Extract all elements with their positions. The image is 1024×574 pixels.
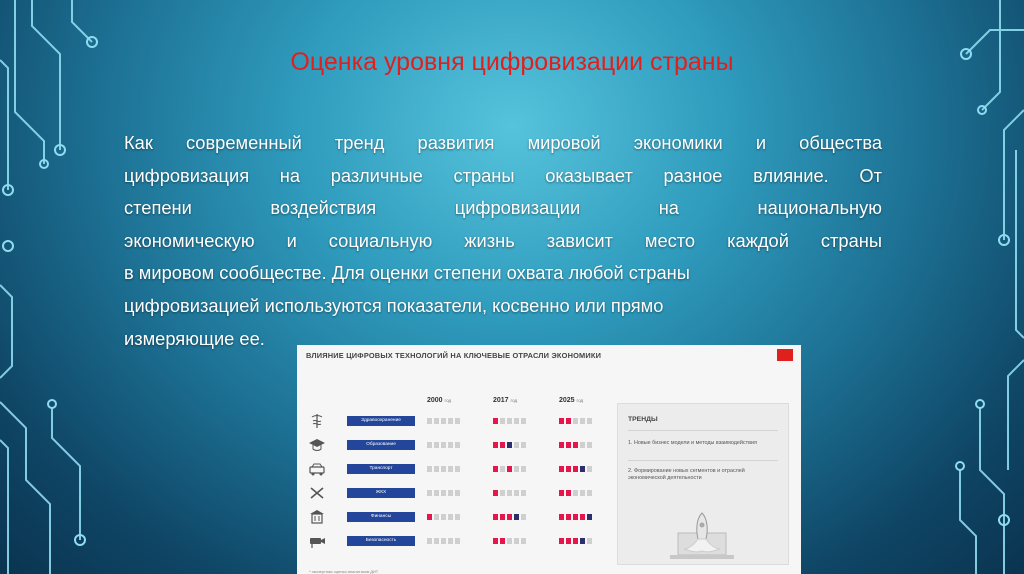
level-segment bbox=[507, 418, 512, 424]
level-segment bbox=[559, 538, 564, 544]
level-segment bbox=[427, 490, 432, 496]
level-segment bbox=[587, 538, 592, 544]
level-segment bbox=[587, 418, 592, 424]
level-segment bbox=[500, 442, 505, 448]
level-segment bbox=[455, 418, 460, 424]
level-segment bbox=[434, 418, 439, 424]
level-segment bbox=[441, 442, 446, 448]
level-segment bbox=[507, 490, 512, 496]
level-segment bbox=[434, 538, 439, 544]
level-segment bbox=[493, 514, 498, 520]
sector-row bbox=[297, 485, 627, 501]
level-segment bbox=[434, 514, 439, 520]
level-segment bbox=[441, 466, 446, 472]
level-segment bbox=[521, 418, 526, 424]
paragraph-line: измеряющие ее. bbox=[124, 327, 265, 349]
level-segment bbox=[580, 466, 585, 472]
level-segment bbox=[448, 538, 453, 544]
slide-title: Оценка уровня цифровизации страны bbox=[290, 48, 734, 76]
level-segment bbox=[566, 442, 571, 448]
paragraph-line: в мировом сообществе. Для оценки степени охвата любой страны bbox=[124, 262, 690, 284]
paragraph-line: цифровизацией используются показатели, косвенно или прямо bbox=[124, 294, 664, 316]
sector-row bbox=[297, 461, 627, 477]
sector-label: Образование bbox=[347, 440, 415, 450]
level-segment bbox=[427, 514, 432, 520]
trends-panel bbox=[617, 403, 789, 565]
level-segment bbox=[566, 418, 571, 424]
sector-row bbox=[297, 533, 627, 549]
level-segment bbox=[514, 490, 519, 496]
level-segment bbox=[455, 442, 460, 448]
level-segment bbox=[455, 514, 460, 520]
level-segment bbox=[566, 538, 571, 544]
level-segment bbox=[500, 466, 505, 472]
level-segment bbox=[559, 466, 564, 472]
level-segment bbox=[559, 418, 564, 424]
level-segment bbox=[587, 442, 592, 448]
level-segment bbox=[441, 418, 446, 424]
level-segment bbox=[455, 538, 460, 544]
embedded-infographic bbox=[297, 345, 801, 574]
level-segment bbox=[448, 514, 453, 520]
level-segment bbox=[566, 490, 571, 496]
level-segment bbox=[493, 466, 498, 472]
level-segment bbox=[493, 442, 498, 448]
level-segment bbox=[587, 490, 592, 496]
level-segment bbox=[514, 442, 519, 448]
level-segment bbox=[500, 538, 505, 544]
level-segment bbox=[580, 418, 585, 424]
year-header-2000: 2000 год bbox=[427, 397, 452, 404]
level-segment bbox=[514, 418, 519, 424]
level-segment bbox=[507, 538, 512, 544]
level-segment bbox=[455, 490, 460, 496]
sector-label: Транспорт bbox=[347, 464, 415, 474]
sector-label: Безопасность bbox=[347, 536, 415, 546]
bank-icon bbox=[307, 509, 327, 525]
divider bbox=[628, 460, 778, 461]
level-segment bbox=[521, 466, 526, 472]
camera-icon bbox=[307, 533, 327, 549]
level-segment bbox=[507, 442, 512, 448]
tools-icon bbox=[307, 485, 327, 501]
sector-row bbox=[297, 509, 627, 525]
sector-row bbox=[297, 413, 627, 429]
level-segment bbox=[521, 514, 526, 520]
level-segment bbox=[500, 514, 505, 520]
level-segment bbox=[559, 490, 564, 496]
level-segment bbox=[566, 514, 571, 520]
level-segment bbox=[514, 538, 519, 544]
paragraph-line: Как современный тренд развития мировой экономики и общества bbox=[124, 132, 882, 153]
level-segment bbox=[441, 538, 446, 544]
level-segment bbox=[427, 442, 432, 448]
slide-paragraph bbox=[124, 127, 882, 355]
rocket-laptop-icon bbox=[666, 509, 738, 561]
level-segment bbox=[587, 514, 592, 520]
level-segment bbox=[559, 514, 564, 520]
logo-mark bbox=[777, 349, 793, 361]
sector-label: Здравоохранение bbox=[347, 416, 415, 426]
paragraph-line: степени воздействия цифровизации на национальную bbox=[124, 197, 882, 219]
level-segment bbox=[493, 538, 498, 544]
sector-row bbox=[297, 437, 627, 453]
paragraph-line: цифровизация на различные страны оказывает разное влияние. От bbox=[124, 164, 882, 186]
paragraph-line: экономическую и социальную жизнь зависит место каждой страны bbox=[124, 229, 882, 251]
level-segment bbox=[448, 418, 453, 424]
level-segment bbox=[573, 466, 578, 472]
year-header-2025: 2025 год bbox=[559, 397, 584, 404]
level-segment bbox=[507, 514, 512, 520]
level-segment bbox=[427, 418, 432, 424]
level-segment bbox=[514, 514, 519, 520]
level-segment bbox=[521, 490, 526, 496]
level-segment bbox=[566, 466, 571, 472]
graduation-cap-icon bbox=[307, 437, 327, 453]
level-segment bbox=[521, 442, 526, 448]
trend-item: 1. Новые бизнес модели и методы взаимодействия bbox=[628, 440, 757, 446]
level-segment bbox=[493, 490, 498, 496]
level-segment bbox=[573, 418, 578, 424]
trend-item: 2. Формирование новых сегментов и отраслей экономической деятельности bbox=[628, 468, 745, 481]
level-segment bbox=[514, 466, 519, 472]
level-segment bbox=[580, 490, 585, 496]
level-segment bbox=[507, 466, 512, 472]
level-segment bbox=[448, 442, 453, 448]
level-segment bbox=[493, 418, 498, 424]
level-segment bbox=[521, 538, 526, 544]
level-segment bbox=[448, 466, 453, 472]
level-segment bbox=[580, 514, 585, 520]
level-segment bbox=[580, 442, 585, 448]
sector-label: Финансы bbox=[347, 512, 415, 522]
level-segment bbox=[559, 442, 564, 448]
level-segment bbox=[500, 418, 505, 424]
level-segment bbox=[448, 490, 453, 496]
level-segment bbox=[441, 490, 446, 496]
trends-heading: ТРЕНДЫ bbox=[628, 416, 658, 423]
level-segment bbox=[573, 442, 578, 448]
caduceus-icon bbox=[307, 413, 327, 429]
level-segment bbox=[573, 538, 578, 544]
car-icon bbox=[307, 461, 327, 477]
footnote: * экспертная оценка аналитиков ДИТ bbox=[309, 569, 379, 574]
level-segment bbox=[580, 538, 585, 544]
level-segment bbox=[427, 466, 432, 472]
level-segment bbox=[434, 466, 439, 472]
level-segment bbox=[500, 490, 505, 496]
divider bbox=[628, 430, 778, 431]
level-segment bbox=[441, 514, 446, 520]
sector-label: ЖКХ bbox=[347, 488, 415, 498]
level-segment bbox=[587, 466, 592, 472]
level-segment bbox=[434, 490, 439, 496]
year-header-2017: 2017 год bbox=[493, 397, 518, 404]
level-segment bbox=[434, 442, 439, 448]
infographic-title: ВЛИЯНИЕ ЦИФРОВЫХ ТЕХНОЛОГИЙ НА КЛЮЧЕВЫЕ ОТРАСЛИ ЭКОНОМИКИ bbox=[306, 351, 602, 360]
level-segment bbox=[573, 514, 578, 520]
level-segment bbox=[573, 490, 578, 496]
level-segment bbox=[427, 538, 432, 544]
level-segment bbox=[455, 466, 460, 472]
